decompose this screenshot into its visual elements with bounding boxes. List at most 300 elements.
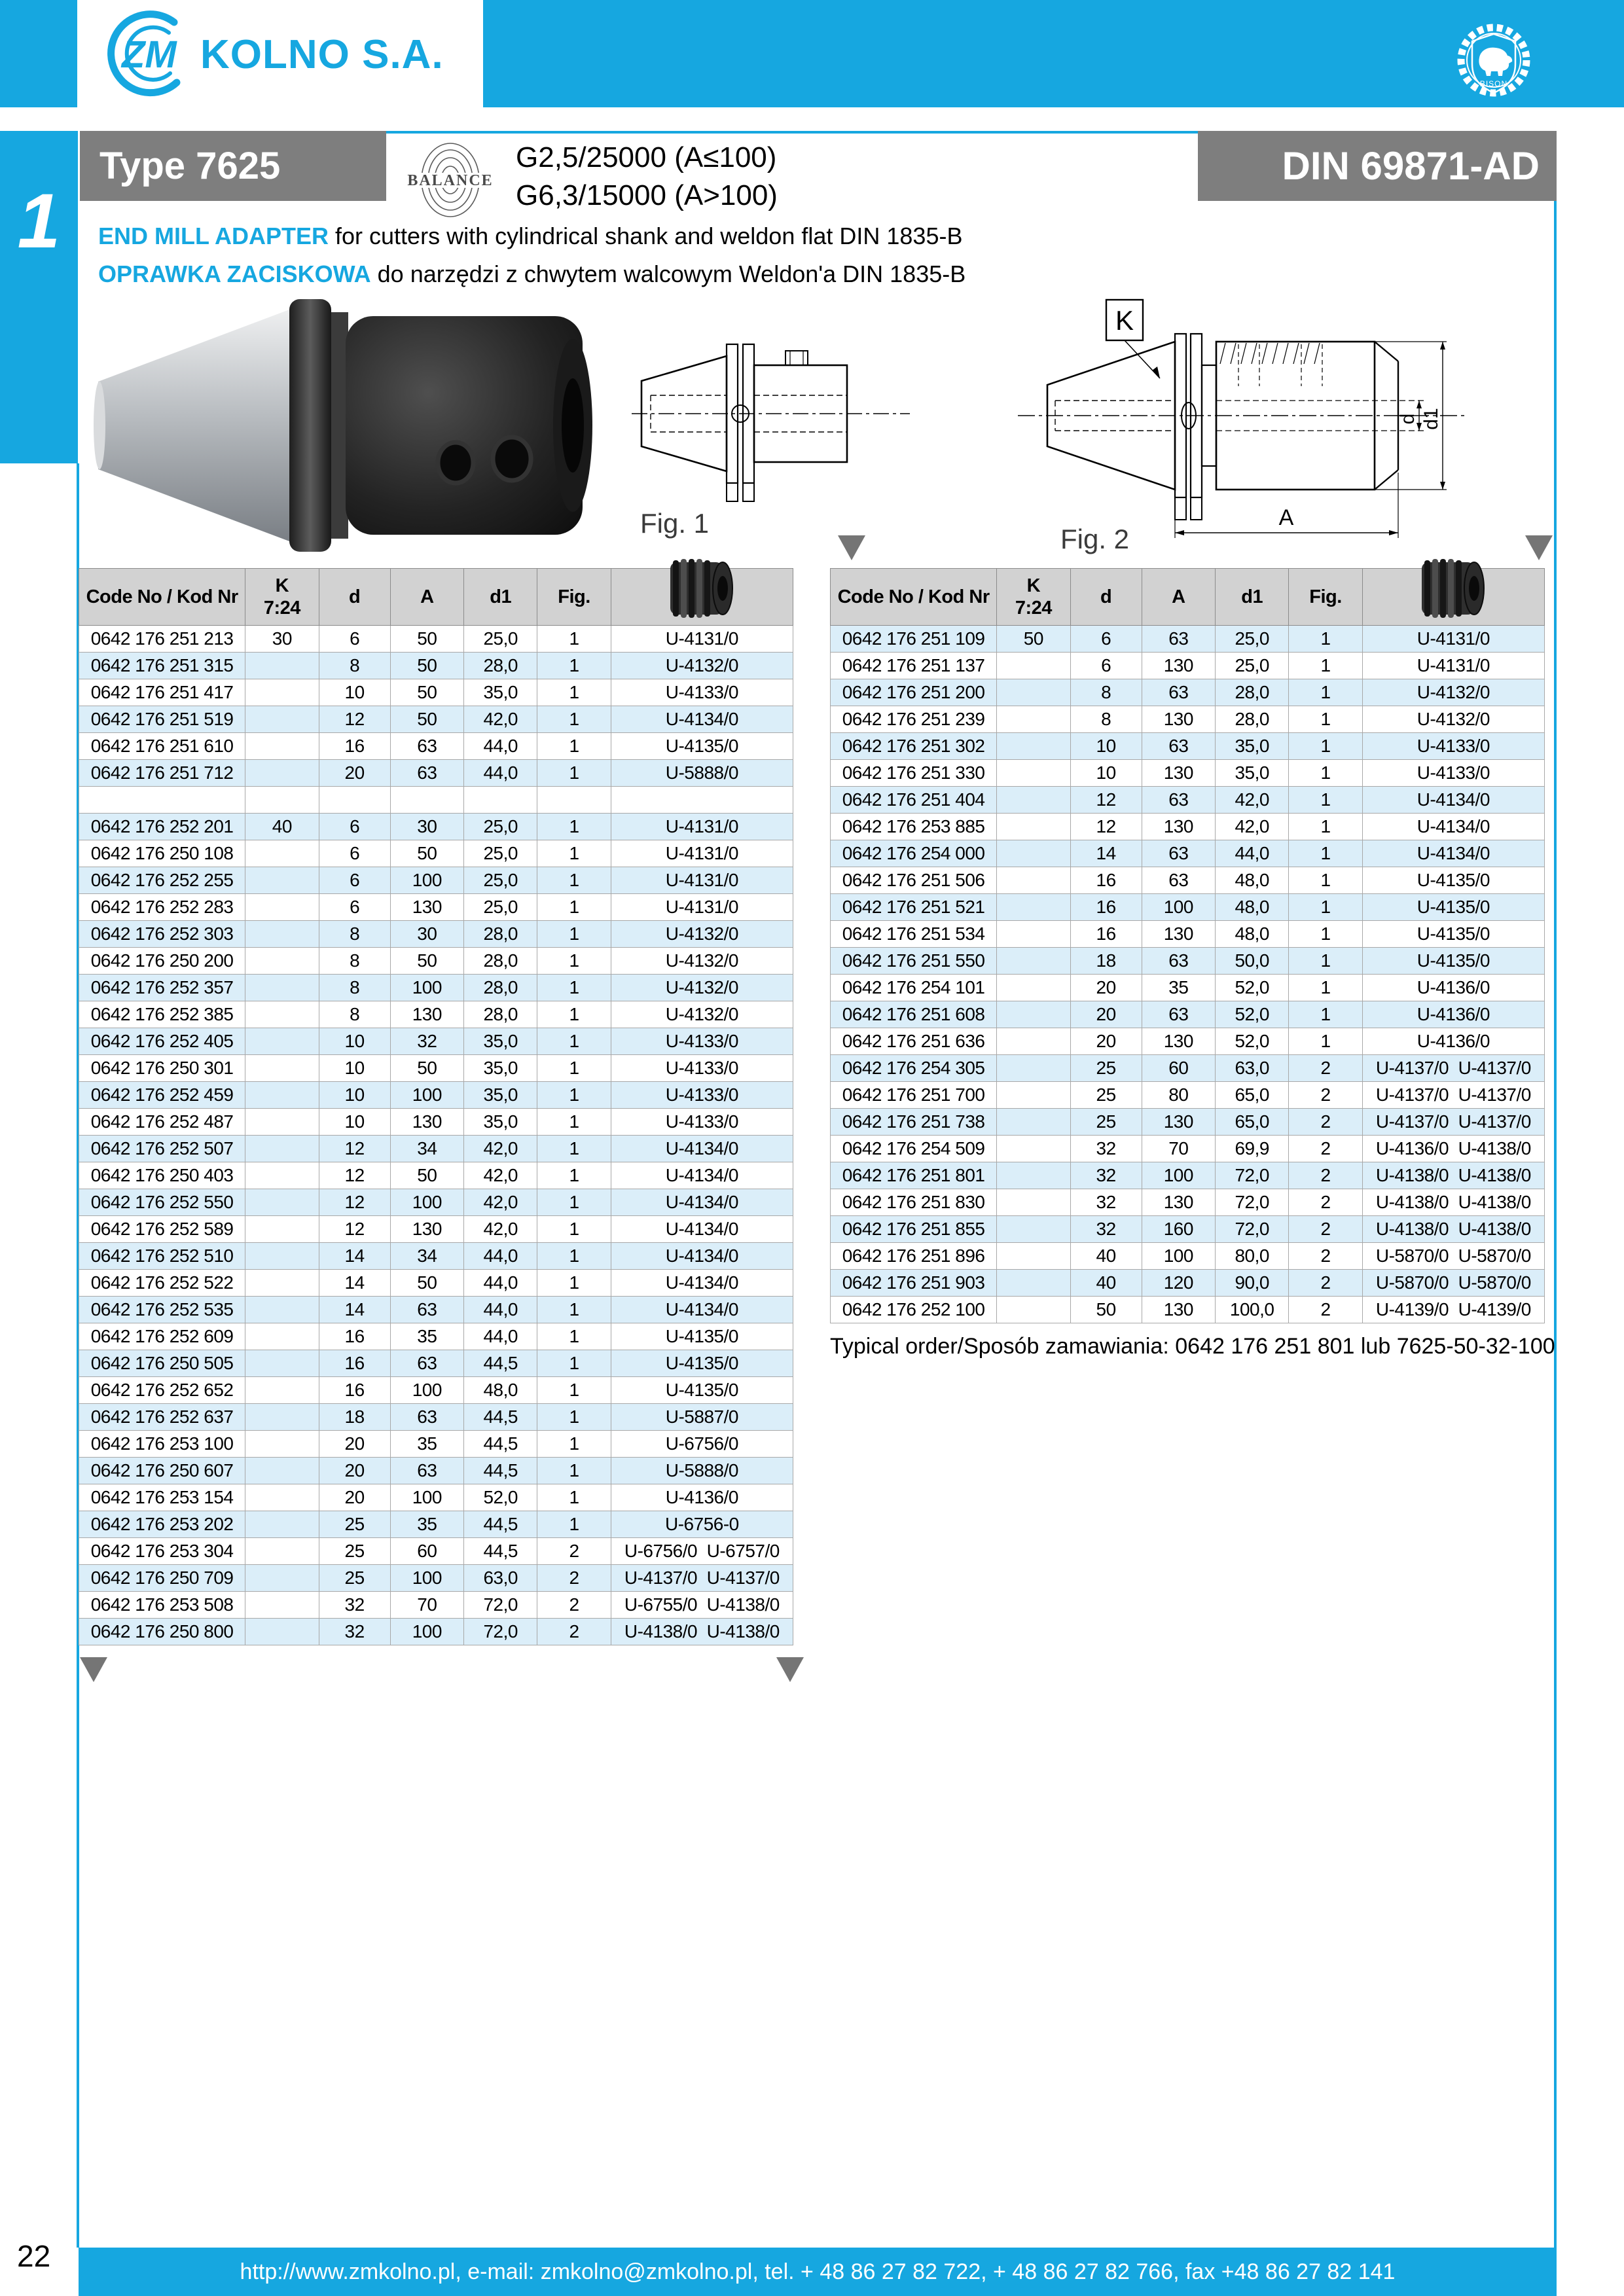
cell-a: 100: [390, 1377, 463, 1404]
cell-screw: U-4132/0: [1362, 679, 1544, 706]
cell-d: 50: [1070, 1297, 1142, 1323]
cell-k: [997, 1109, 1070, 1136]
cell-fig: 1: [1289, 653, 1362, 679]
col-header-d1: d1: [1216, 569, 1289, 626]
description-en-lead: END MILL ADAPTER: [98, 223, 329, 249]
footer-contact-bar: http://www.zmkolno.pl, e-mail: zmkolno@zmkolno.pl, tel. + 48 86 27 82 722, + 48 86 27 82 766, fax +48 86 27 82 141: [79, 2248, 1557, 2296]
col-header-fig: Fig.: [537, 569, 611, 626]
cell-d1: 72,0: [1216, 1216, 1289, 1243]
cell-k: [245, 1028, 319, 1055]
cell-d1: 63,0: [464, 1565, 537, 1592]
cell-d: 16: [1070, 894, 1142, 921]
company-logo-panel: [77, 0, 483, 107]
cell-k: [245, 1511, 319, 1538]
logo-zm-text: ZM: [122, 33, 177, 76]
cell-a: 100: [1142, 1162, 1215, 1189]
cell-k: [997, 1136, 1070, 1162]
cell-code: 0642 176 252 487: [79, 1109, 245, 1136]
cell-k: [245, 1270, 319, 1297]
table-row: [831, 1189, 1545, 1216]
cell-d1: 63,0: [1216, 1055, 1289, 1082]
col-header-d1: d1: [464, 569, 537, 626]
cell-fig: 1: [1289, 733, 1362, 760]
table-row: [831, 840, 1545, 867]
table-row: [79, 1458, 793, 1484]
cell-d1: 42,0: [1216, 787, 1289, 814]
cell-d1: 48,0: [1216, 894, 1289, 921]
cell-screw: U-4135/0: [611, 733, 793, 760]
cell-a: 80: [1142, 1082, 1215, 1109]
cell-d1: 28,0: [1216, 706, 1289, 733]
cell-code: 0642 176 251 330: [831, 760, 997, 787]
cell-d: 32: [1070, 1189, 1142, 1216]
cell-d1: 28,0: [1216, 679, 1289, 706]
cell-code: 0642 176 252 589: [79, 1216, 245, 1243]
cell-d1: 35,0: [464, 1082, 537, 1109]
col-header-k: K 7:24: [997, 569, 1070, 626]
cell-fig: 1: [537, 760, 611, 787]
cell-a: 34: [390, 1243, 463, 1270]
cell-k: [997, 733, 1070, 760]
cell-a: 63: [390, 1404, 463, 1431]
cell-k: [997, 921, 1070, 948]
cell-k: [245, 1458, 319, 1484]
cell-a: 63: [1142, 626, 1215, 653]
cell-d1: 35,0: [464, 1028, 537, 1055]
cell-fig: 2: [1289, 1270, 1362, 1297]
cell-k: [997, 814, 1070, 840]
cell-screw: U-4131/0: [611, 894, 793, 921]
cell-code: 0642 176 251 519: [79, 706, 245, 733]
cell-screw: U-4134/0: [611, 1189, 793, 1216]
cell-code: 0642 176 252 652: [79, 1377, 245, 1404]
description-pl-rest: do narzędzi z chwytem walcowym Weldon'a DIN 1835-B: [370, 260, 966, 287]
cell-d1: 44,0: [464, 1243, 537, 1270]
table-row: [79, 948, 793, 975]
cell-d: 40: [1070, 1270, 1142, 1297]
cell-fig: 1: [537, 1270, 611, 1297]
cell-code: 0642 176 251 712: [79, 760, 245, 787]
table-row: [79, 1136, 793, 1162]
cell-fig: 1: [537, 1377, 611, 1404]
cell-code: 0642 176 251 213: [79, 626, 245, 653]
cell-a: 130: [390, 1216, 463, 1243]
cell-screw: U-6756/0: [611, 1431, 793, 1458]
table-continuation-triangle: [838, 535, 865, 560]
cell-code: 0642 176 251 417: [79, 679, 245, 706]
cell-d: 6: [319, 840, 390, 867]
cell-d: 14: [319, 1243, 390, 1270]
table-row: [79, 867, 793, 894]
cell-screw: U-6756/0 U-6757/0: [611, 1538, 793, 1565]
cell-code: 0642 176 252 283: [79, 894, 245, 921]
cell-screw: U-4133/0: [1362, 733, 1544, 760]
table-row: [831, 679, 1545, 706]
cell-screw: U-4134/0: [611, 1162, 793, 1189]
cell-a: 130: [1142, 1109, 1215, 1136]
cell-code: 0642 176 252 385: [79, 1001, 245, 1028]
cell-d1: 44,0: [464, 1323, 537, 1350]
cell-fig: 1: [537, 1350, 611, 1377]
cell-k: 50: [997, 626, 1070, 653]
table-row: [79, 975, 793, 1001]
cell-k: [997, 840, 1070, 867]
cell-d1: 28,0: [464, 653, 537, 679]
cell-d: 32: [1070, 1162, 1142, 1189]
table-row: [831, 867, 1545, 894]
cell-a: 50: [390, 840, 463, 867]
cell-d1: 35,0: [464, 679, 537, 706]
cell-k: [997, 679, 1070, 706]
cell-fig: 1: [537, 867, 611, 894]
cell-fig: 1: [1289, 760, 1362, 787]
cell-fig: 1: [537, 840, 611, 867]
cell-d: 12: [1070, 787, 1142, 814]
cell-screw: U-4131/0: [611, 840, 793, 867]
bison-silhouette: [1479, 48, 1512, 76]
cell-code: 0642 176 252 303: [79, 921, 245, 948]
cell-fig: 1: [537, 975, 611, 1001]
cell-a: 63: [1142, 867, 1215, 894]
cell-fig: 1: [537, 1323, 611, 1350]
cell-d: 8: [319, 1001, 390, 1028]
cell-a: 35: [390, 1323, 463, 1350]
cell-screw: U-4134/0: [1362, 840, 1544, 867]
cell-k: [245, 1297, 319, 1323]
cell-k: [245, 1538, 319, 1565]
cell-a: 120: [1142, 1270, 1215, 1297]
description-en-rest: for cutters with cylindrical shank and weldon flat DIN 1835-B: [329, 223, 963, 249]
cell-d: 20: [319, 1458, 390, 1484]
cell-a: 35: [390, 1431, 463, 1458]
cell-k: [997, 1270, 1070, 1297]
cell-screw: U-4133/0: [611, 1055, 793, 1082]
cell-a: 130: [1142, 1028, 1215, 1055]
cell-code: 0642 176 251 830: [831, 1189, 997, 1216]
cell-screw: U-4138/0 U-4138/0: [611, 1619, 793, 1645]
cell-d1: 52,0: [1216, 1028, 1289, 1055]
balance-spec: [516, 139, 778, 215]
cell-a: 130: [1142, 653, 1215, 679]
table-row: [79, 1431, 793, 1458]
cell-d1: 72,0: [464, 1592, 537, 1619]
cell-d1: 90,0: [1216, 1270, 1289, 1297]
cell-d: 6: [1070, 653, 1142, 679]
table-continuation-triangle: [1525, 535, 1553, 560]
cell-screw: U-4133/0: [611, 679, 793, 706]
cell-fig: [537, 787, 611, 814]
cell-d1: 52,0: [464, 1484, 537, 1511]
cell-fig: 2: [1289, 1216, 1362, 1243]
cell-d1: 35,0: [464, 1109, 537, 1136]
cell-code: 0642 176 252 255: [79, 867, 245, 894]
cell-k: [245, 706, 319, 733]
cell-d1: 65,0: [1216, 1109, 1289, 1136]
cell-screw: U-4134/0: [611, 1216, 793, 1243]
cell-a: 100: [390, 1082, 463, 1109]
cell-screw: U-4133/0: [611, 1028, 793, 1055]
cell-d1: 100,0: [1216, 1297, 1289, 1323]
table-row: [79, 706, 793, 733]
cell-d1: 72,0: [1216, 1162, 1289, 1189]
cell-k: [245, 840, 319, 867]
tool-holder-photo: [92, 298, 602, 553]
description-en: [98, 223, 1473, 250]
cell-fig: 2: [1289, 1162, 1362, 1189]
cell-d1: [464, 787, 537, 814]
table-row: [831, 1109, 1545, 1136]
cell-d1: 44,5: [464, 1431, 537, 1458]
cell-code: 0642 176 252 550: [79, 1189, 245, 1216]
cell-fig: 2: [537, 1538, 611, 1565]
cell-k: [997, 760, 1070, 787]
cell-code: 0642 176 251 534: [831, 921, 997, 948]
cell-d1: 25,0: [464, 814, 537, 840]
cell-d: 8: [319, 921, 390, 948]
table-row: [831, 706, 1545, 733]
cell-k: [997, 948, 1070, 975]
cell-k: [997, 1216, 1070, 1243]
cell-screw: U-4131/0: [1362, 626, 1544, 653]
product-table-right: [830, 568, 1545, 1323]
cell-screw: U-4132/0: [611, 975, 793, 1001]
bison-label: BISON: [1479, 79, 1508, 88]
cell-k: [245, 760, 319, 787]
cell-code: 0642 176 251 550: [831, 948, 997, 975]
cell-d: 20: [319, 1484, 390, 1511]
cell-k: [245, 1431, 319, 1458]
cell-code: 0642 176 252 535: [79, 1297, 245, 1323]
cell-a: 50: [390, 1270, 463, 1297]
figure-1-drawing: [628, 302, 916, 551]
cell-fig: 1: [1289, 948, 1362, 975]
table-row: [831, 1216, 1545, 1243]
cell-a: 130: [1142, 814, 1215, 840]
cell-d: 16: [319, 1350, 390, 1377]
cell-d1: 44,0: [464, 1297, 537, 1323]
cell-fig: 1: [1289, 1001, 1362, 1028]
cell-a: 50: [390, 653, 463, 679]
cell-a: 100: [390, 1189, 463, 1216]
cell-d1: 25,0: [464, 840, 537, 867]
cell-fig: 1: [537, 1189, 611, 1216]
cell-d1: 52,0: [1216, 1001, 1289, 1028]
cell-fig: 1: [537, 948, 611, 975]
cell-k: [997, 787, 1070, 814]
k-dimension-label: K: [1115, 305, 1134, 336]
cell-code: 0642 176 252 201: [79, 814, 245, 840]
cell-code: 0642 176 254 101: [831, 975, 997, 1001]
cell-a: [390, 787, 463, 814]
table-row: [831, 1028, 1545, 1055]
cell-a: 100: [1142, 894, 1215, 921]
cell-a: 130: [1142, 706, 1215, 733]
cell-d1: 28,0: [464, 975, 537, 1001]
table-row: [79, 894, 793, 921]
cell-k: [997, 894, 1070, 921]
table-row: [79, 760, 793, 787]
table-row: [79, 626, 793, 653]
din-standard: DIN 69871-AD: [1282, 144, 1540, 188]
cell-fig: 2: [1289, 1136, 1362, 1162]
cell-k: [245, 1082, 319, 1109]
cell-code: 0642 176 251 521: [831, 894, 997, 921]
col-header-d: d: [1070, 569, 1142, 626]
table-spacer-row: [79, 787, 793, 814]
cell-screw: U-6756-0: [611, 1511, 793, 1538]
cell-fig: 2: [537, 1619, 611, 1645]
cell-d: 25: [1070, 1055, 1142, 1082]
cell-code: 0642 176 253 885: [831, 814, 997, 840]
cell-k: [245, 975, 319, 1001]
cell-k: [245, 921, 319, 948]
cell-a: 70: [390, 1592, 463, 1619]
cell-d: 10: [319, 679, 390, 706]
cell-k: [997, 1189, 1070, 1216]
cell-d: 6: [319, 814, 390, 840]
cell-fig: 1: [537, 706, 611, 733]
cell-d: 8: [1070, 679, 1142, 706]
cell-fig: 2: [1289, 1055, 1362, 1082]
cell-screw: U-4137/0 U-4137/0: [1362, 1082, 1544, 1109]
cell-a: 35: [1142, 975, 1215, 1001]
cell-code: 0642 176 251 855: [831, 1216, 997, 1243]
cell-d: 20: [1070, 1028, 1142, 1055]
cell-code: 0642 176 251 137: [831, 653, 997, 679]
cell-a: 100: [390, 1619, 463, 1645]
cell-code: 0642 176 251 200: [831, 679, 997, 706]
din-standard-box: [1198, 131, 1557, 201]
cell-a: 34: [390, 1136, 463, 1162]
cell-code: 0642 176 253 154: [79, 1484, 245, 1511]
cell-a: 130: [390, 1001, 463, 1028]
cell-d: 6: [319, 894, 390, 921]
cell-a: 50: [390, 679, 463, 706]
table-row: [79, 1270, 793, 1297]
set-screw-icon: [1416, 557, 1490, 620]
cell-screw: U-4135/0: [611, 1377, 793, 1404]
cell-code: 0642 176 252 100: [831, 1297, 997, 1323]
cell-d: 20: [319, 760, 390, 787]
cell-screw: U-4135/0: [611, 1323, 793, 1350]
table-row: [79, 1243, 793, 1270]
cell-d: 10: [1070, 733, 1142, 760]
cell-k: 40: [245, 814, 319, 840]
cell-code: 0642 176 252 459: [79, 1082, 245, 1109]
cell-a: 60: [1142, 1055, 1215, 1082]
cell-a: 100: [390, 1565, 463, 1592]
cell-screw: U-4134/0: [1362, 787, 1544, 814]
cell-a: 63: [1142, 787, 1215, 814]
cell-k: [245, 1404, 319, 1431]
cell-d1: 80,0: [1216, 1243, 1289, 1270]
cell-fig: 1: [1289, 894, 1362, 921]
product-table-left: [79, 568, 793, 1645]
table-row: [831, 787, 1545, 814]
cell-screw: U-4134/0: [611, 706, 793, 733]
cell-fig: 2: [1289, 1243, 1362, 1270]
cell-d: 18: [319, 1404, 390, 1431]
table-row: [831, 1243, 1545, 1270]
table-header-row: [79, 569, 793, 626]
col-header-code: Code No / Kod Nr: [79, 569, 245, 626]
cell-a: 63: [390, 733, 463, 760]
cell-k: [245, 894, 319, 921]
cell-d1: 44,0: [464, 1270, 537, 1297]
cell-d: 6: [319, 867, 390, 894]
cell-a: 100: [390, 975, 463, 1001]
table-row: [831, 1136, 1545, 1162]
cell-a: 63: [390, 760, 463, 787]
cell-code: 0642 176 253 100: [79, 1431, 245, 1458]
cell-code: 0642 176 251 636: [831, 1028, 997, 1055]
cell-code: 0642 176 251 610: [79, 733, 245, 760]
cell-fig: 1: [537, 1243, 611, 1270]
table-row: [831, 1270, 1545, 1297]
cell-fig: 1: [537, 679, 611, 706]
table-row: [79, 1538, 793, 1565]
cell-d1: 44,5: [464, 1538, 537, 1565]
cell-fig: 1: [537, 1484, 611, 1511]
cell-d1: 44,5: [464, 1350, 537, 1377]
table-row: [831, 921, 1545, 948]
d1-dimension-label: d1: [1420, 408, 1442, 430]
cell-d: 10: [319, 1055, 390, 1082]
cell-fig: 1: [537, 733, 611, 760]
cell-screw: [611, 787, 793, 814]
cell-d: 25: [1070, 1082, 1142, 1109]
cell-d1: 69,9: [1216, 1136, 1289, 1162]
cell-screw: U-4136/0: [1362, 975, 1544, 1001]
cell-fig: 1: [1289, 679, 1362, 706]
cell-a: 50: [390, 626, 463, 653]
table-row: [79, 1511, 793, 1538]
table-row: [831, 1055, 1545, 1082]
cell-fig: 1: [537, 626, 611, 653]
cell-k: [997, 653, 1070, 679]
cell-k: [245, 1216, 319, 1243]
title-rule-line: [386, 131, 1198, 134]
cell-fig: 1: [537, 1001, 611, 1028]
cell-d: 12: [1070, 814, 1142, 840]
cell-code: 0642 176 251 404: [831, 787, 997, 814]
col-header-d: d: [319, 569, 390, 626]
cell-d1: 44,5: [464, 1404, 537, 1431]
cell-code: 0642 176 252 637: [79, 1404, 245, 1431]
cell-a: 63: [1142, 1001, 1215, 1028]
cell-fig: 2: [537, 1565, 611, 1592]
cell-d1: 44,0: [464, 760, 537, 787]
cell-k: [245, 1189, 319, 1216]
cell-code: 0642 176 251 700: [831, 1082, 997, 1109]
cell-fig: 1: [537, 921, 611, 948]
cell-screw: U-4135/0: [1362, 894, 1544, 921]
cell-fig: 1: [1289, 626, 1362, 653]
cell-screw: U-4136/0: [1362, 1001, 1544, 1028]
cell-d: 32: [1070, 1216, 1142, 1243]
table-row: [79, 1189, 793, 1216]
cell-code: 0642 176 252 507: [79, 1136, 245, 1162]
cell-a: 50: [390, 948, 463, 975]
cell-d: 10: [319, 1028, 390, 1055]
cell-screw: U-6755/0 U-4138/0: [611, 1592, 793, 1619]
cell-screw: U-4132/0: [611, 653, 793, 679]
cell-fig: 1: [537, 894, 611, 921]
table-row: [79, 1082, 793, 1109]
cell-a: 100: [390, 867, 463, 894]
table-row: [79, 1055, 793, 1082]
cell-d: 12: [319, 1189, 390, 1216]
